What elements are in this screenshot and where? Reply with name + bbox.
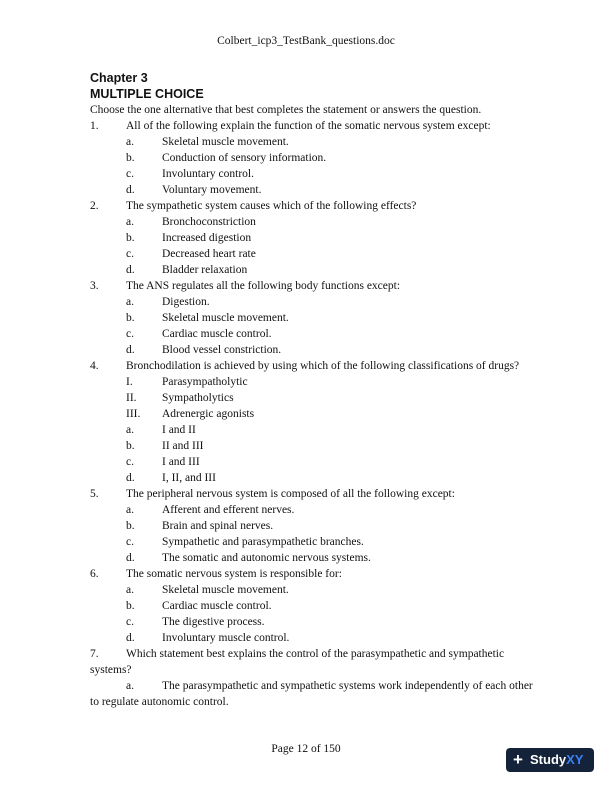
option-text: Blood vessel constriction.: [162, 344, 282, 356]
option-text: Involuntary muscle control.: [162, 632, 290, 644]
answer-option: [90, 518, 530, 534]
option-label: a.: [126, 680, 134, 692]
question-6: [90, 566, 530, 582]
question-list: [90, 118, 530, 646]
answer-option: [90, 406, 530, 422]
question-7-line-2: systems?: [90, 664, 132, 676]
question-text: The ANS regulates all the following body functions except:: [126, 280, 401, 292]
option-label: b.: [126, 232, 135, 244]
answer-option: [90, 502, 530, 518]
answer-option: [90, 246, 530, 262]
answer-option: [90, 374, 530, 390]
option-label: d.: [126, 264, 135, 276]
option-label: c.: [126, 616, 134, 628]
option-label: III.: [126, 408, 141, 420]
studyxy-badge[interactable]: [506, 748, 594, 772]
option-label: b.: [126, 440, 135, 452]
answer-option: [90, 614, 530, 630]
answer-option: [90, 294, 530, 310]
answer-option: [90, 150, 530, 166]
option-label: a.: [126, 424, 134, 436]
answer-option: [90, 630, 530, 646]
answer-option: [90, 390, 530, 406]
section-heading: MULTIPLE CHOICE: [90, 87, 204, 101]
answer-option: [90, 454, 530, 470]
question-text: The peripheral nervous system is composed of all the following except:: [126, 488, 455, 500]
answer-option: [90, 166, 530, 182]
question-7-option-a-line-2: to regulate autonomic control.: [90, 696, 229, 708]
option-label: c.: [126, 328, 134, 340]
option-text: Sympathetic and parasympathetic branches.: [162, 536, 364, 548]
page-content: [90, 70, 533, 710]
question-text: All of the following explain the function of the somatic nervous system except:: [126, 120, 491, 132]
option-label: d.: [126, 344, 135, 356]
option-text: Bronchoconstriction: [162, 216, 256, 228]
option-label: c.: [126, 536, 134, 548]
question-number: 6.: [90, 568, 99, 580]
option-label: c.: [126, 248, 134, 260]
option-text: Sympatholytics: [162, 392, 234, 404]
option-label: a.: [126, 216, 134, 228]
option-label: c.: [126, 456, 134, 468]
answer-option: [90, 534, 530, 550]
option-text: Skeletal muscle movement.: [162, 584, 289, 596]
option-text: I, II, and III: [162, 472, 216, 484]
plus-icon: +: [513, 750, 523, 769]
option-text: The somatic and autonomic nervous systems.: [162, 552, 371, 564]
option-label: a.: [126, 504, 134, 516]
question-5: [90, 486, 530, 502]
answer-option: [90, 326, 530, 342]
option-text: Afferent and efferent nerves.: [162, 504, 295, 516]
question-text: Which statement best explains the control of the parasympathetic and sympathetic: [126, 648, 505, 660]
option-text: Bladder relaxation: [162, 264, 248, 276]
option-label: d.: [126, 184, 135, 196]
question-number: 5.: [90, 488, 99, 500]
option-label: a.: [126, 296, 134, 308]
answer-option: [90, 470, 530, 486]
option-text: Digestion.: [162, 296, 210, 308]
answer-option: [90, 550, 530, 566]
option-text: Adrenergic agonists: [162, 408, 255, 420]
badge-brand-accent: XY: [566, 752, 584, 767]
answer-option: [90, 262, 530, 278]
question-2: [90, 198, 530, 214]
instructions: Choose the one alternative that best completes the statement or answers the question.: [90, 104, 482, 116]
option-text: The parasympathetic and sympathetic systems work independently of each other: [162, 680, 533, 692]
question-text: The sympathetic system causes which of the following effects?: [126, 200, 417, 212]
answer-option: [90, 230, 530, 246]
answer-option: [90, 582, 530, 598]
option-text: Conduction of sensory information.: [162, 152, 327, 164]
question-7-option-a-line-1: [90, 678, 533, 694]
question-text: The somatic nervous system is responsible for:: [126, 568, 342, 580]
option-label: II.: [126, 392, 137, 404]
option-label: a.: [126, 136, 134, 148]
option-label: a.: [126, 584, 134, 596]
option-label: b.: [126, 600, 135, 612]
option-text: Skeletal muscle movement.: [162, 312, 289, 324]
question-number: 3.: [90, 280, 99, 292]
answer-option: [90, 182, 530, 198]
answer-option: [90, 438, 530, 454]
option-text: I and II: [162, 424, 196, 436]
option-text: Voluntary movement.: [162, 184, 262, 196]
option-label: c.: [126, 168, 134, 180]
option-text: The digestive process.: [162, 616, 265, 628]
option-label: d.: [126, 552, 135, 564]
answer-option: [90, 342, 530, 358]
chapter-heading: Chapter 3: [90, 71, 148, 85]
option-text: Skeletal muscle movement.: [162, 136, 289, 148]
question-7-line-1: [90, 646, 530, 662]
question-3: [90, 278, 530, 294]
badge-brand: [530, 748, 583, 772]
option-label: b.: [126, 152, 135, 164]
option-text: Cardiac muscle control.: [162, 600, 272, 612]
option-text: II and III: [162, 440, 204, 452]
page-number: Page 12 of 150: [271, 743, 341, 755]
option-text: Cardiac muscle control.: [162, 328, 272, 340]
option-label: d.: [126, 472, 135, 484]
option-label: b.: [126, 312, 135, 324]
question-number: 1.: [90, 120, 99, 132]
document-filename: Colbert_icp3_TestBank_questions.doc: [217, 35, 395, 47]
option-label: d.: [126, 632, 135, 644]
question-number: 4.: [90, 360, 99, 372]
answer-option: [90, 598, 530, 614]
answer-option: [90, 422, 530, 438]
answer-option: [90, 310, 530, 326]
option-text: Decreased heart rate: [162, 248, 256, 260]
option-text: Involuntary control.: [162, 168, 254, 180]
question-text: Bronchodilation is achieved by using which of the following classifications of drugs?: [126, 360, 520, 372]
question-1: [90, 118, 530, 134]
answer-option: [90, 214, 530, 230]
option-text: Brain and spinal nerves.: [162, 520, 274, 532]
question-4: [90, 358, 530, 374]
badge-brand-main: Study: [530, 752, 567, 767]
question-number: 7.: [90, 648, 99, 660]
option-label: b.: [126, 520, 135, 532]
answer-option: [90, 134, 530, 150]
option-label: I.: [126, 376, 133, 388]
option-text: Increased digestion: [162, 232, 252, 244]
option-text: I and III: [162, 456, 200, 468]
question-number: 2.: [90, 200, 99, 212]
option-text: Parasympatholytic: [162, 376, 248, 388]
